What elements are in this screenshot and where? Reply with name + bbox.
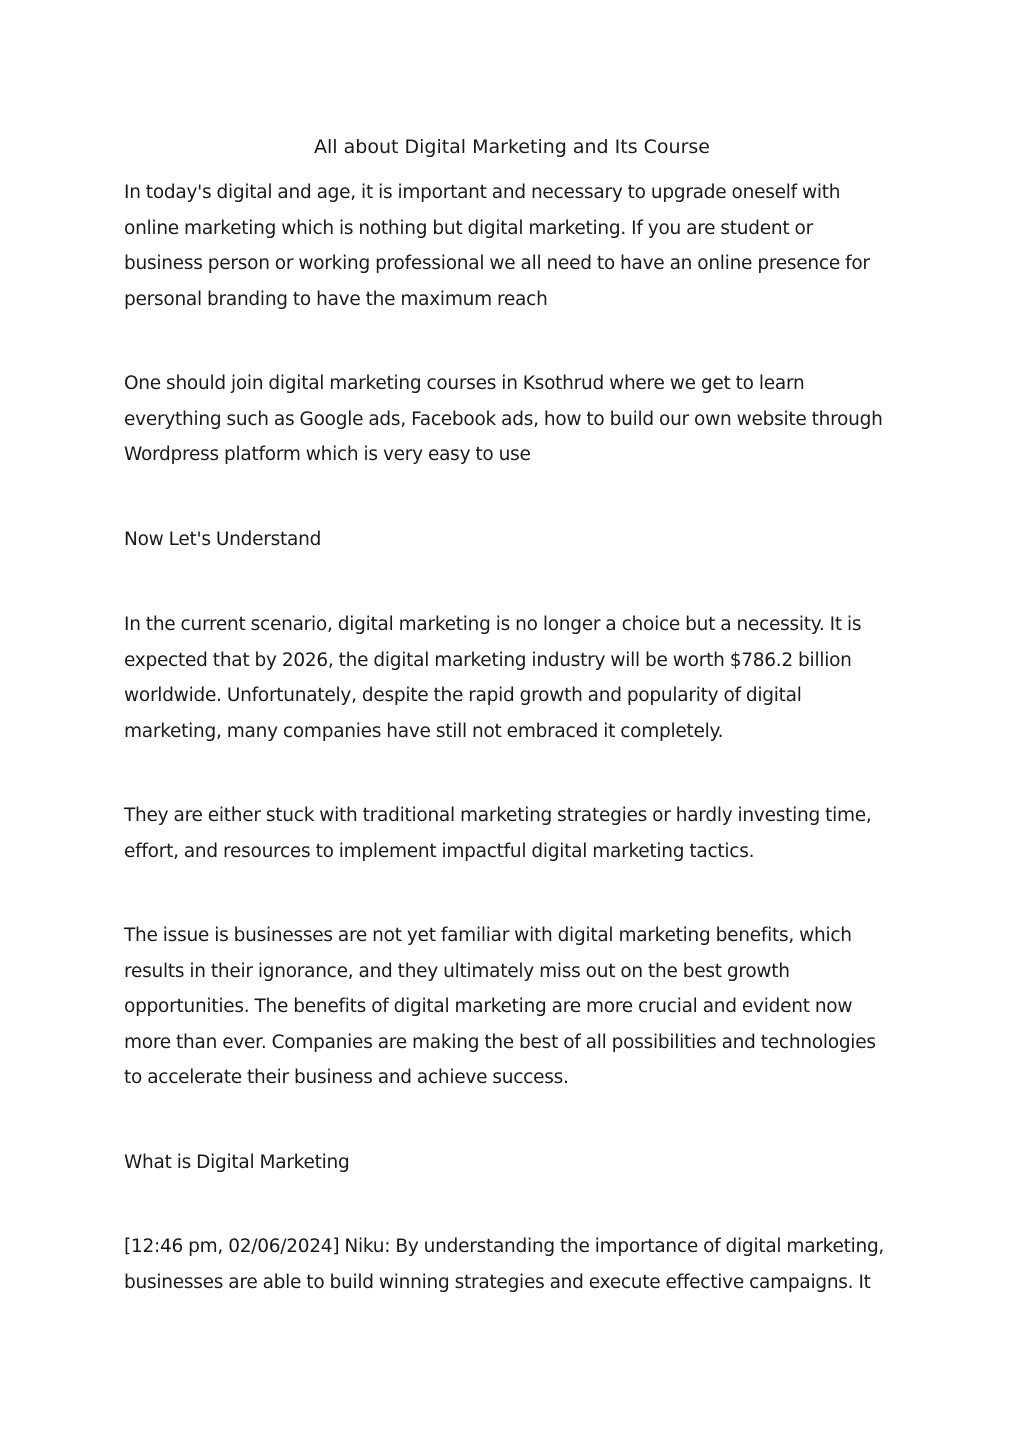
text-line: everything such as Google ads, Facebook ads, how to build our own website through (124, 408, 883, 430)
text-line: results in their ignorance, and they ultimately miss out on the best growth (124, 960, 790, 982)
text-line: [12:46 pm, 02/06/2024] Niku: By understanding the importance of digital marketing, (124, 1236, 885, 1257)
text-line: businesses are able to build winning strategies and execute effective campaigns. It (124, 1271, 871, 1293)
section-heading-now-lets-understand (124, 522, 904, 558)
paragraph-current-scenario (124, 607, 904, 749)
text-line: opportunities. The benefits of digital marketing are more crucial and evident now (124, 996, 853, 1018)
text-line: expected that by 2026, the digital marketing industry will be worth $786.2 billion (124, 649, 852, 671)
text-line: The issue is businesses are not yet familiar with digital marketing benefits, which (124, 925, 852, 946)
document-title: All about Digital Marketing and Its Course (314, 136, 710, 158)
text-line: to accelerate their business and achieve success. (124, 1067, 569, 1089)
text-line: Now Let's Understand (124, 529, 322, 550)
text-line: In today's digital and age, it is important and necessary to upgrade oneself with (124, 182, 841, 203)
text-line: In the current scenario, digital marketing is no longer a choice but a necessity. It is (124, 614, 862, 635)
text-line: marketing, many companies have still not embraced it completely. (124, 720, 724, 742)
text-line: They are either stuck with traditional marketing strategies or hardly investing time, (124, 805, 872, 826)
text-line: What is Digital Marketing (124, 1152, 350, 1173)
text-line: worldwide. Unfortunately, despite the rapid growth and popularity of digital (124, 685, 802, 707)
text-line: One should join digital marketing courses in Ksothrud where we get to learn (124, 373, 805, 394)
paragraph-intro (124, 175, 904, 317)
paragraph-chat-excerpt (124, 1229, 904, 1300)
text-line: online marketing which is nothing but digital marketing. If you are student or (124, 217, 813, 239)
text-line: effort, and resources to implement impactful digital marketing tactics. (124, 840, 755, 862)
text-line: Wordpress platform which is very easy to use (124, 444, 531, 466)
paragraph-traditional-strategies (124, 798, 904, 869)
paragraph-benefits (124, 918, 904, 1096)
paragraph-courses (124, 366, 904, 473)
text-line: more than ever. Companies are making the best of all possibilities and technologies (124, 1031, 876, 1053)
section-heading-what-is-digital-marketing (124, 1145, 904, 1181)
text-line: personal branding to have the maximum reach (124, 288, 548, 310)
text-line: business person or working professional we all need to have an online presence for (124, 253, 870, 275)
